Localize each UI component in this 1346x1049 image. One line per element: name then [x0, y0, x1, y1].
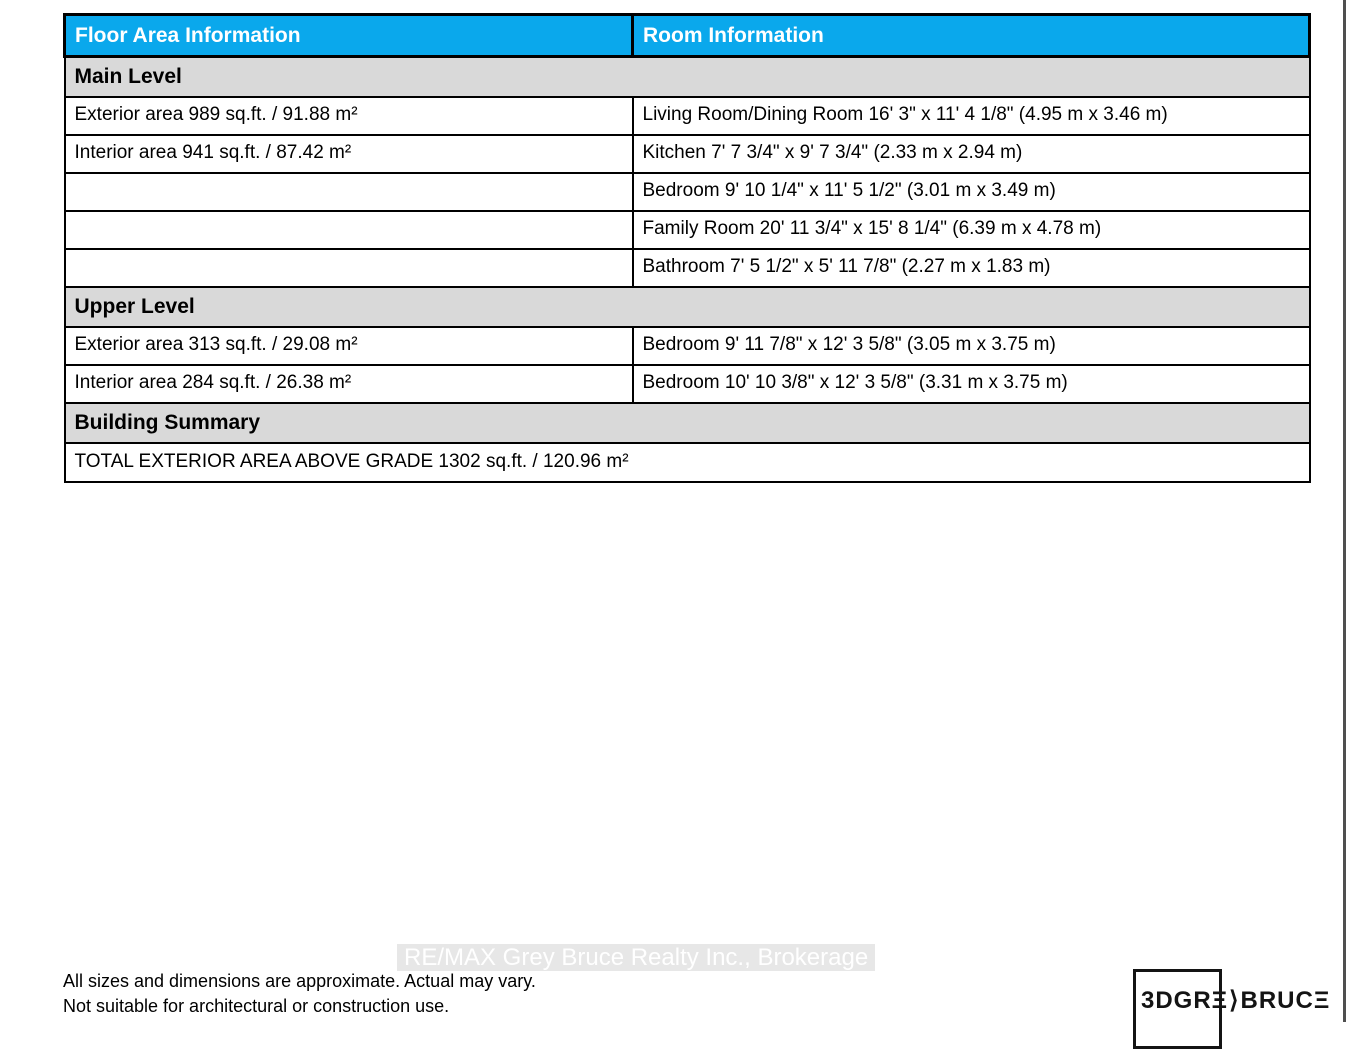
table-row [65, 365, 1310, 403]
floor-area-cell-empty [65, 211, 633, 249]
floor-area-cell: Interior area 284 sq.ft. / 26.38 m² [65, 365, 633, 403]
room-info-cell: Bedroom 9' 11 7/8" x 12' 3 5/8" (3.05 m x 3.75 m) [633, 327, 1310, 365]
floor-area-cell-empty [65, 173, 633, 211]
table-row [65, 97, 1310, 135]
section-title-upper-level: Upper Level [65, 287, 1310, 327]
table-row [65, 135, 1310, 173]
room-info-cell: Bedroom 10' 10 3/8" x 12' 3 5/8" (3.31 m x 3.75 m) [633, 365, 1310, 403]
room-info-cell: Living Room/Dining Room 16' 3" x 11' 4 1/8" (4.95 m x 3.46 m) [633, 97, 1310, 135]
section-title-main-level: Main Level [65, 57, 1310, 97]
table-row [65, 327, 1310, 365]
room-info-cell: Bathroom 7' 5 1/2" x 5' 11 7/8" (2.27 m x 1.83 m) [633, 249, 1310, 287]
room-info-cell: Kitchen 7' 7 3/4" x 9' 7 3/4" (2.33 m x 2.94 m) [633, 135, 1310, 173]
floor-area-cell: Exterior area 989 sq.ft. / 91.88 m² [65, 97, 633, 135]
floor-area-table [63, 13, 1311, 483]
table-row [65, 249, 1310, 287]
floor-area-cell: Interior area 941 sq.ft. / 87.42 m² [65, 135, 633, 173]
logo-y-chevron-icon: ⟩ [1228, 984, 1240, 1017]
table-row [65, 173, 1310, 211]
section-title-building-summary: Building Summary [65, 403, 1310, 443]
column-header-floor-area-information: Floor Area Information [65, 15, 633, 57]
table-row [65, 211, 1310, 249]
total-exterior-area-cell: TOTAL EXTERIOR AREA ABOVE GRADE 1302 sq.ft. / 120.96 m² [65, 443, 1310, 482]
brokerage-watermark: RE/MAX Grey Bruce Realty Inc., Brokerage [397, 944, 875, 971]
disclaimer [63, 969, 536, 1019]
logo-text [1141, 986, 1330, 1015]
table-header-row [65, 15, 1310, 57]
room-info-cell: Family Room 20' 11 3/4" x 15' 8 1/4" (6.39 m x 4.78 m) [633, 211, 1310, 249]
disclaimer-line-2: Not suitable for architectural or construction use. [63, 996, 450, 1016]
logo-text-3dgre: 3DGRΞ [1141, 987, 1229, 1014]
3dgrey-bruce-logo [1133, 969, 1331, 1022]
disclaimer-line-1: All sizes and dimensions are approximate. Actual may vary. [63, 971, 536, 991]
section-row-building-summary [65, 403, 1310, 443]
logo-text-bruce: BRUCΞ [1240, 987, 1331, 1014]
section-row-upper-level [65, 287, 1310, 327]
column-header-room-information: Room Information [633, 15, 1310, 57]
section-row-main-level [65, 57, 1310, 97]
total-row [65, 443, 1310, 482]
room-info-cell: Bedroom 9' 10 1/4" x 11' 5 1/2" (3.01 m x 3.49 m) [633, 173, 1310, 211]
floor-area-cell: Exterior area 313 sq.ft. / 29.08 m² [65, 327, 633, 365]
floor-area-cell-empty [65, 249, 633, 287]
